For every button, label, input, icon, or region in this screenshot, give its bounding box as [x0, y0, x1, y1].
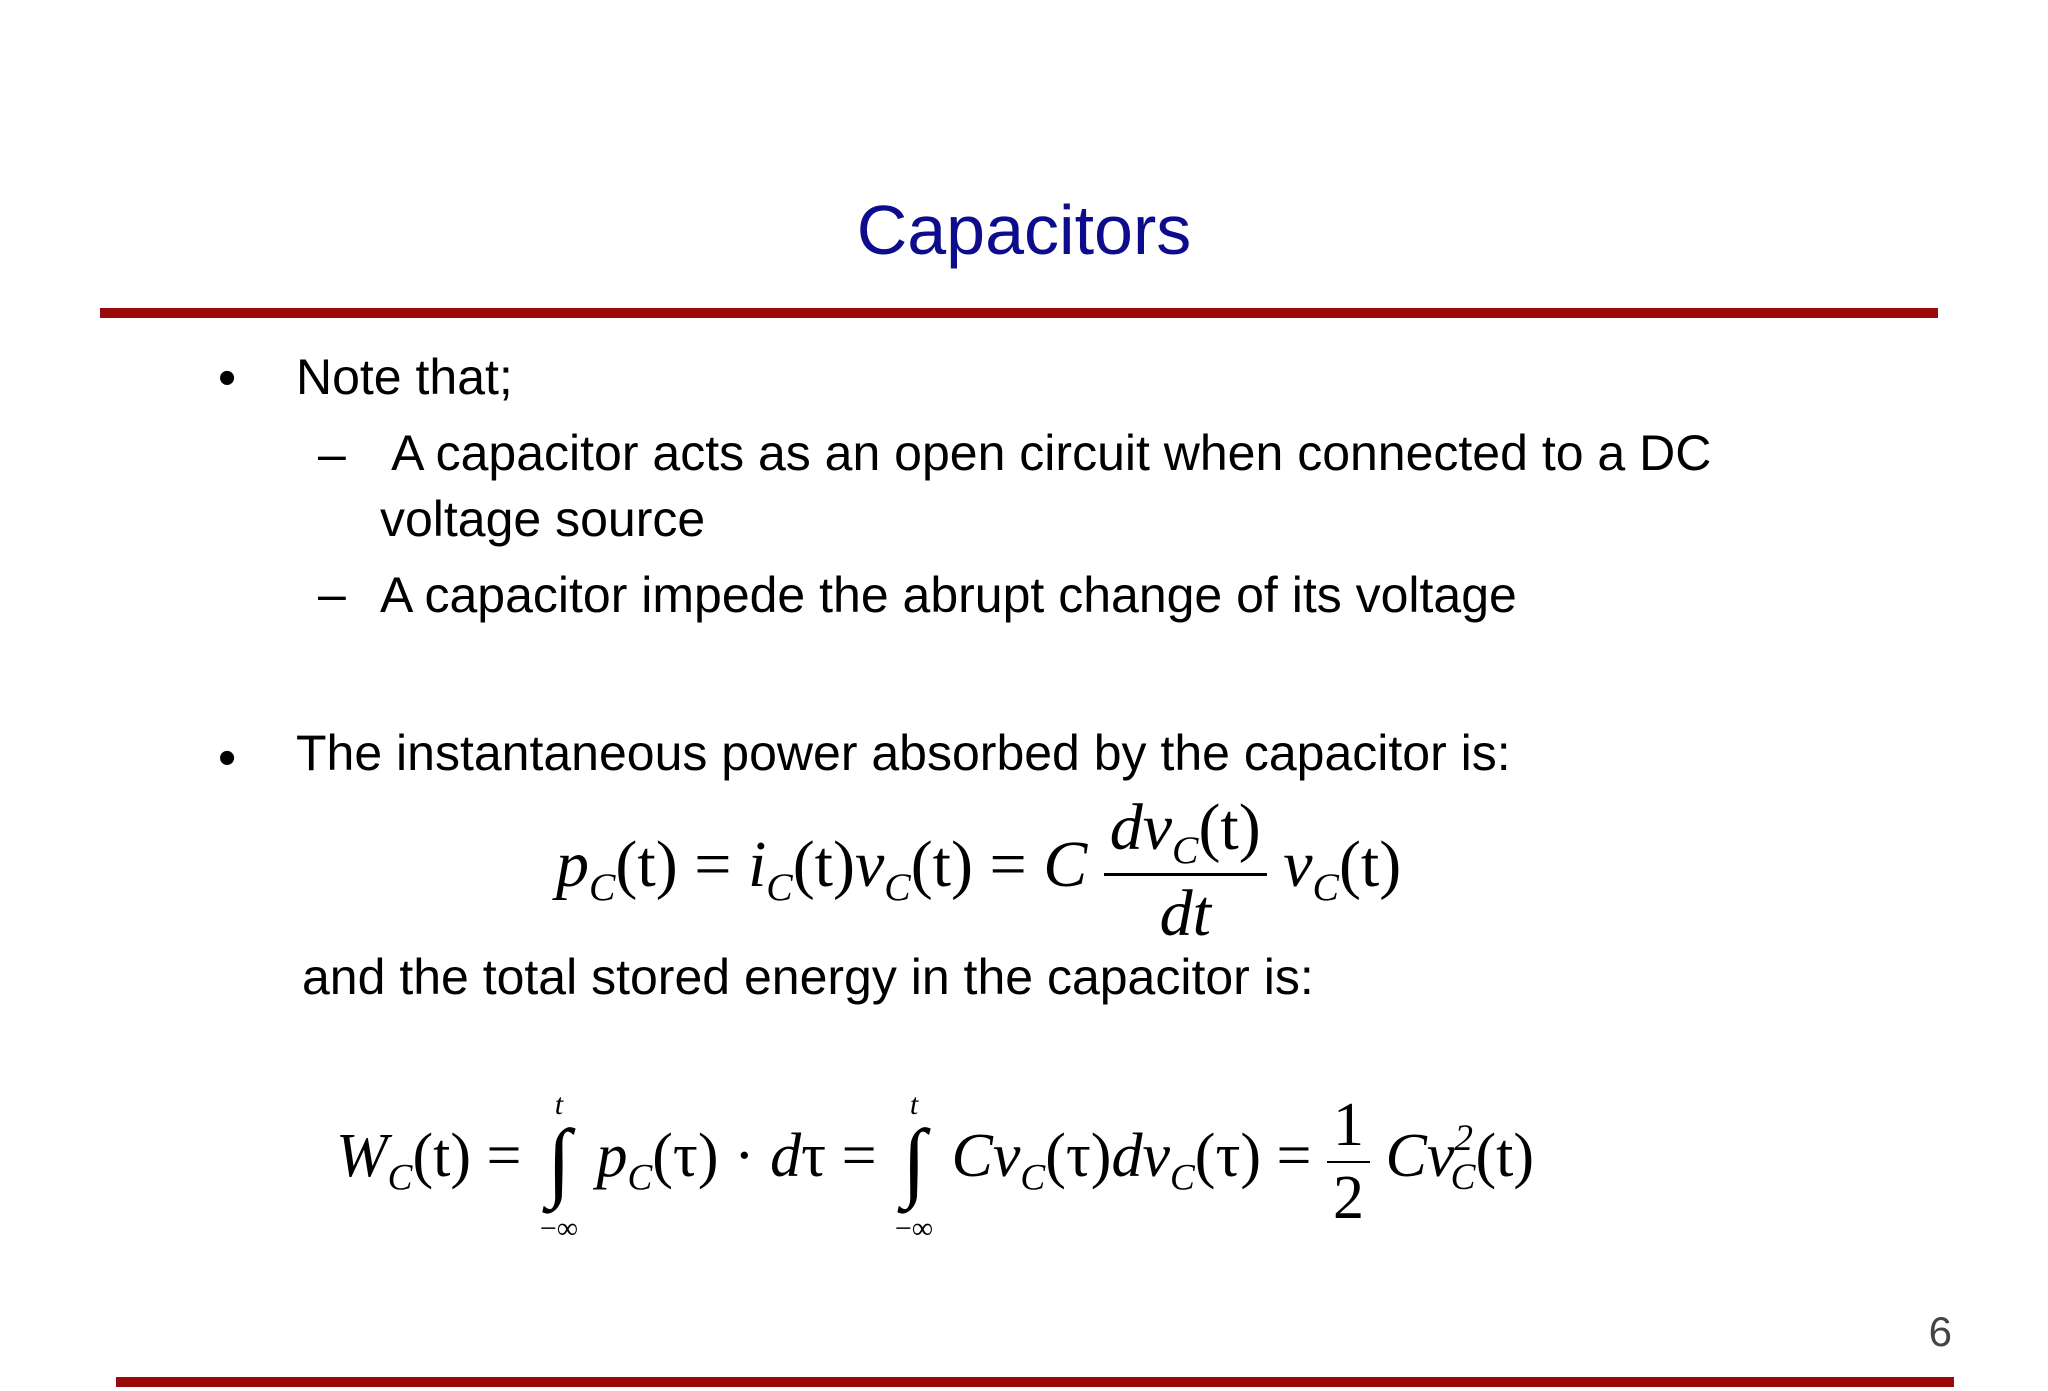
half-fraction: $\frac{1}{2}$ — [1327, 1090, 1370, 1234]
page-number: 6 — [1928, 1308, 1952, 1355]
derivative-fraction: $\frac{dv_C(t)}{dt}$ — [1104, 790, 1267, 952]
integral-sign: t ∫ −∞ — [894, 1088, 934, 1245]
bullet-note-that: Note that; — [296, 349, 513, 405]
bullet-marker: • — [218, 349, 237, 407]
bullet-instantaneous-power: The instantaneous power absorbed by the capacitor is: — [296, 725, 1511, 781]
energy-equation: $W_C(t)$ = t ∫ −∞ $p_C(\tau) \cdot d\tau$ = t ∫ −∞ $Cv_C(\tau)dv_C(\tau)$ = $\frac{1}{2}$ $Cv^2_C(t)$ — [336, 1088, 1534, 1245]
sub-item-abrupt-change: A capacitor impede the abrupt change of its voltage — [380, 567, 1517, 623]
title-divider — [100, 308, 1938, 318]
dash-marker: – — [318, 426, 346, 482]
bullet-marker: • — [218, 729, 237, 787]
footer-divider — [116, 1377, 1954, 1387]
integral-sign: t ∫ −∞ — [539, 1088, 579, 1245]
power-equation: $p_C(t) = i_C(t)v_C(t) = C$ $\frac{dv_C(t)}{dt}$ $v_C(t)$ — [556, 791, 1402, 950]
slide-title: Capacitors — [856, 191, 1192, 269]
sub-item-open-circuit-line2: voltage source — [380, 491, 706, 547]
sub-item-open-circuit-line1: A capacitor acts as an open circuit when connected to a DC — [380, 425, 1712, 481]
energy-intro-text: and the total stored energy in the capacitor is: — [302, 949, 1314, 1005]
dash-marker: – — [318, 566, 346, 622]
